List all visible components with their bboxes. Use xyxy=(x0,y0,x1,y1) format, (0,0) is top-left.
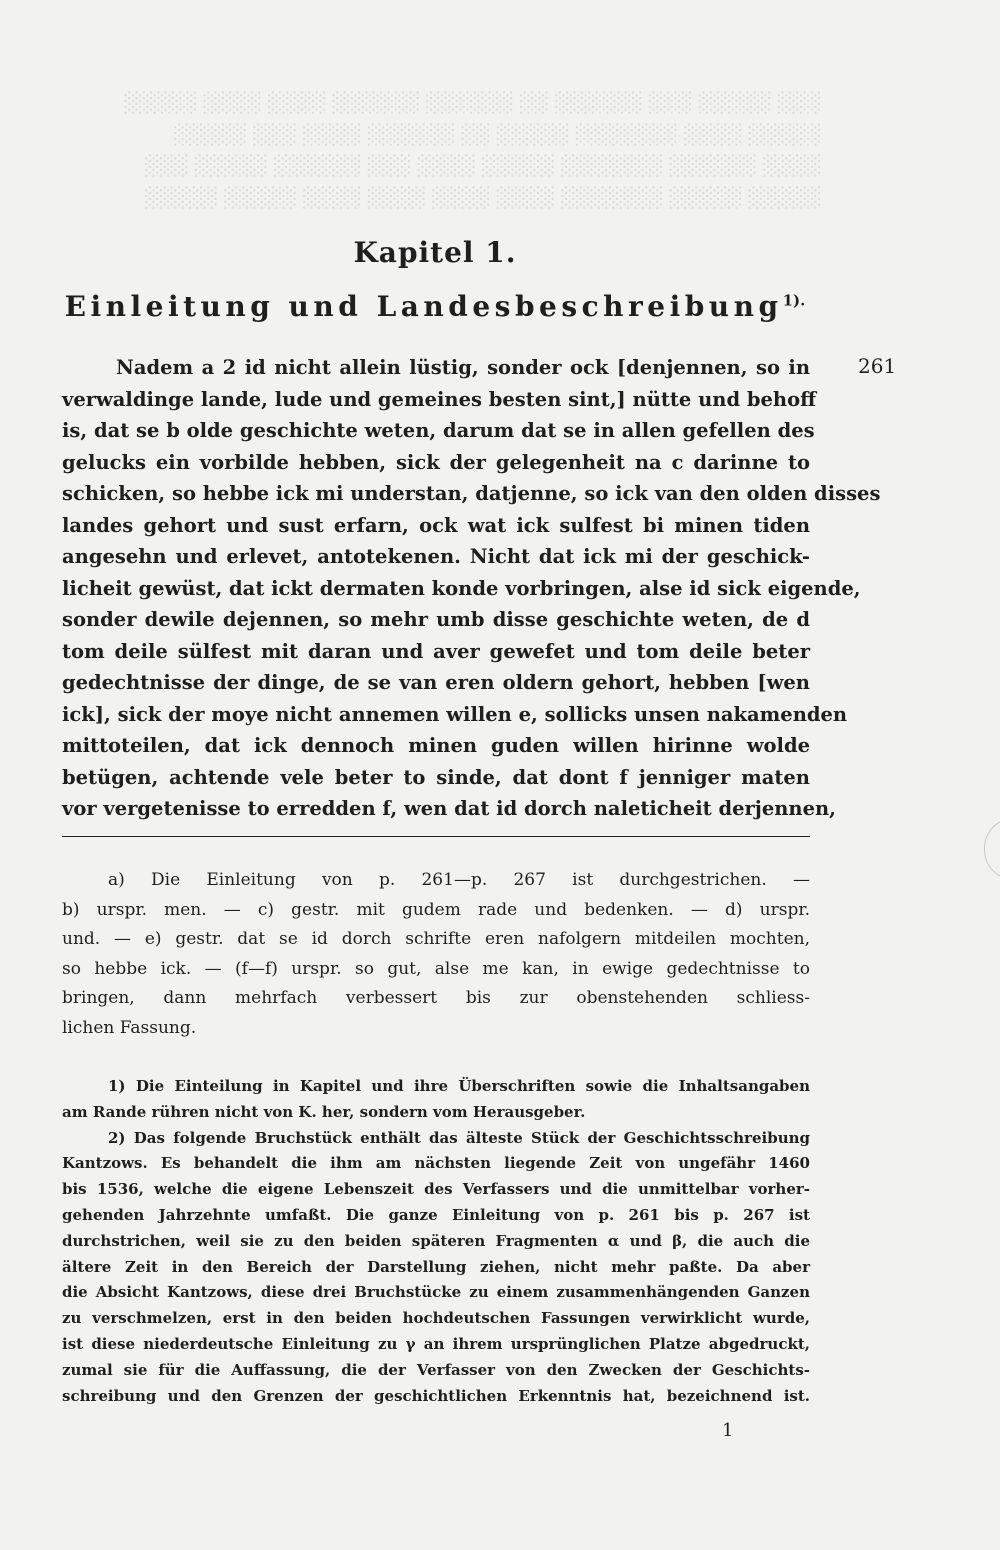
explanatory-note-line: zumal sie für die Auffassung, die der Verfasser von den Zwecken der Geschichts- xyxy=(62,1360,810,1379)
explanatory-note-line: schreibung und den Grenzen der geschichtlichen Erkenntnis hat, bezeichnend ist. xyxy=(62,1386,810,1405)
explanatory-note-line: gehenden Jahrzehnte umfaßt. Die ganze Einleitung von p. 261 bis p. 267 ist xyxy=(62,1205,810,1224)
explanatory-footnotes xyxy=(62,1074,810,1409)
body-line: tom deile sülfest mit daran und aver gewefet und tom deile beter xyxy=(62,639,810,663)
chapter-subtitle-footnote-ref: 1). xyxy=(782,291,806,310)
body-line: sonder dewile dejennen, so mehr umb disse geschichte weten, de d xyxy=(62,608,810,631)
margin-page-reference: 261 xyxy=(858,354,897,378)
explanatory-note-line: die Absicht Kantzows, diese drei Bruchstücke zu einem zusammenhängenden Ganzen xyxy=(62,1283,810,1302)
variant-note-line: und. — e) gestr. dat se id dorch schrifte eren nafolgern mitdeilen mochten, xyxy=(62,929,810,949)
explanatory-note-line: 1) Die Einteilung in Kapitel und ihre Überschriften sowie die Inhaltsangaben xyxy=(108,1077,810,1095)
explanatory-note-line: 2) Das folgende Bruchstück enthält das älteste Stück der Geschichtsschreibung xyxy=(108,1128,810,1147)
body-line: licheit gewüst, dat ickt dermaten konde vorbringen, alse id sick eigende, xyxy=(62,576,861,600)
chapter-heading: Kapitel 1. xyxy=(353,236,517,269)
body-line: verwaldinge lande, lude und gemeines besten sint,] nütte und behoff xyxy=(62,387,817,411)
variant-note-line: bringen, dann mehrfach verbessert bis zur obenstehenden schliess- xyxy=(62,988,810,1008)
variant-note-line: so hebbe ick. — (f—f) urspr. so gut, alse me kan, in ewige gedechtnisse to xyxy=(62,958,810,979)
explanatory-note-line: Kantzows. Es behandelt die ihm am nächsten liegende Zeit von ungefähr 1460 xyxy=(62,1154,810,1173)
variant-note-line: a) Die Einleitung von p. 261—p. 267 ist durchgestrichen. — xyxy=(108,870,810,890)
body-line: mittoteilen, dat ick dennoch minen guden willen hirinne wolde xyxy=(62,734,810,757)
explanatory-note-line: durchstrichen, weil sie zu den beiden späteren Fragmenten α und β, die auch die xyxy=(62,1231,810,1250)
body-line: vor vergetenisse to erredden f, wen dat id dorch naleticheit derjennen, xyxy=(62,797,836,820)
page-number: 1 xyxy=(722,1420,734,1441)
body-line: landes gehort und sust erfarn, ock wat ick sulfest bi minen tiden xyxy=(62,513,810,537)
explanatory-note-line: bis 1536, welche die eigene Lebenszeit des Verfassers und die unmittelbar vorher- xyxy=(62,1180,810,1199)
body-line: gedechtnisse der dinge, de se van eren oldern gehort, hebben [wen xyxy=(62,671,810,694)
body-line: betügen, achtende vele beter to sinde, dat dont f jenniger maten xyxy=(62,765,810,789)
body-line: angesehn und erlevet, antotekenen. Nicht dat ick mi der geschick- xyxy=(62,545,810,568)
variant-note-line: lichen Fassung. xyxy=(62,1017,197,1038)
body-line: ick], sick der moye nicht annemen willen e, sollicks unsen nakamenden xyxy=(62,702,848,726)
body-line: schicken, so hebbe ick mi understan, datjenne, so ick van den olden disses xyxy=(62,482,881,505)
scanner-edge-mark xyxy=(984,818,1000,880)
variant-footnotes xyxy=(62,866,810,1043)
body-line: Nadem a 2 id nicht allein lüstig, sonder ock [denjennen, so in xyxy=(116,356,810,379)
chapter-subtitle-text: Einleitung und Landesbeschreibung xyxy=(64,290,783,323)
explanatory-note-line: ist diese niederdeutsche Einleitung zu γ an ihrem ursprünglichen Platze abgedruckt, xyxy=(62,1334,810,1353)
variant-note-line: b) urspr. men. — c) gestr. mit gudem rade und bedenken. — d) urspr. xyxy=(62,899,810,920)
explanatory-note-line: zu verschmelzen, erst in den beiden hochdeutschen Fassungen verwirklicht wurde, xyxy=(62,1309,810,1328)
explanatory-note-line: am Rande rühren nicht von K. her, sondern vom Herausgeber. xyxy=(62,1102,586,1121)
footnote-divider xyxy=(62,836,810,837)
body-line: is, dat se b olde geschichte weten, darum dat se in allen gefellen des xyxy=(62,419,815,442)
show-through-background: ░░░ ░░░░░ ░░░ ░░░░░░ ░░ ░░░░░░ ░░░░░░ ░░░░ ░░░░ ░░░░░ ░░░░░ ░░░░ ░░░░░░░ ░░░░░ ░░ ░░░░░░ ░░░░ ░░░ ░░░░░ ░░░░ ░░░░░░ ░░░░░░░ ░░░░░ ░░░░ ░░░ ░░░░░░ ░░░░░ ░░░ ░░░░░ ░░░░░ ░░░░░░░ ░░░░ ░░░░ ░░░░ ░░░░ ░░░░░ ░░░░░ xyxy=(122,92,820,209)
body-line: gelucks ein vorbilde hebben, sick der gelegenheit na c darinne to xyxy=(62,450,810,474)
explanatory-note-line: ältere Zeit in den Bereich der Darstellung ziehen, nicht mehr paßte. Da aber xyxy=(62,1257,810,1276)
chapter-subtitle xyxy=(0,290,870,323)
